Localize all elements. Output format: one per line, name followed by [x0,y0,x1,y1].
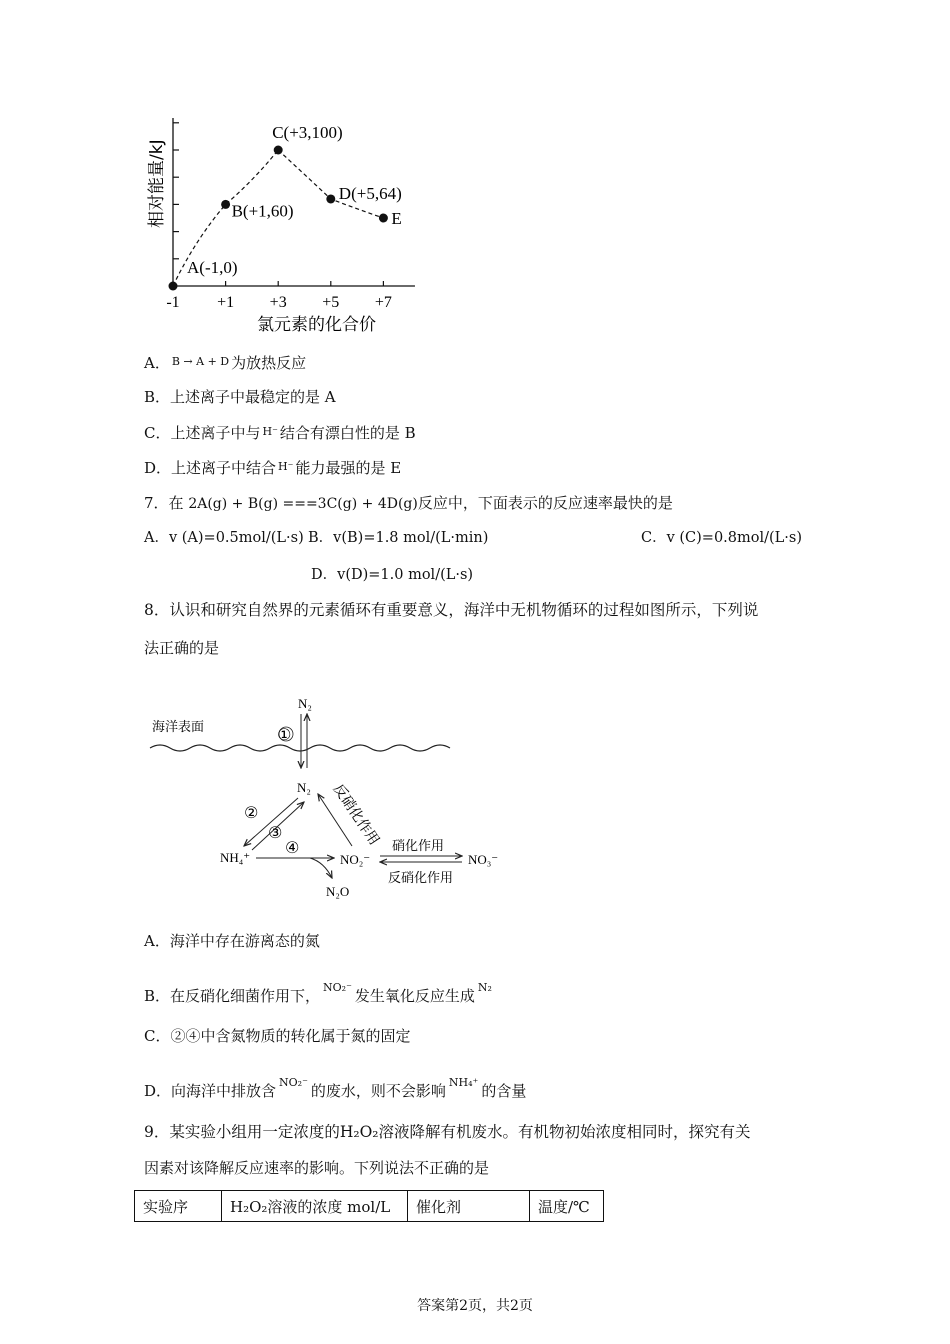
denitrification-diagonal-label: 反硝化作用 [329,781,383,849]
data-label: C(+3,100) [272,123,343,142]
q6-a-formula: B → A + D [171,355,230,368]
step4-glyph: ④ [285,838,300,857]
sea-surface-wave [150,745,450,751]
x-tick-label: +3 [269,294,287,311]
q6-c-formula: H⁻ [262,425,278,438]
table-header-cell: 实验序 [135,1191,222,1222]
data-point [326,194,335,203]
table-header-cell: 温度/℃ [530,1191,604,1222]
data-point [221,200,230,209]
n2-top-label: N₂ [298,696,312,711]
q8-option-a: A．海洋中存在游离态的氮 [144,932,320,950]
n2o-label: N₂O [326,884,350,899]
arrow-to-n2o [310,858,332,878]
q6-d-formula: H⁻ [278,460,294,473]
q9-stem-line1: 9．某实验小组用一定浓度的H₂O₂溶液降解有机废水。有机物初始浓度相同时，探究有关 [144,1123,751,1141]
energy-chart [140,110,430,342]
q7-equation: 2A(g) + B(g) ===3C(g) + 4D(g) [188,496,418,512]
step2-glyph: ② [244,803,259,822]
q6-option-d: D．上述离子中结合 $^{H^-}$ 能力最强的是 E [144,459,402,477]
x-tick-label: +1 [217,294,235,311]
q7-stem: 7．在 2A(g) + B(g) ===3C(g) + 4D(g)反应中，下面表示的反应速率最快的是 [144,494,673,512]
q8-d-formula-no2: NO₂⁻ [279,1076,308,1089]
x-tick-label: -1 [166,294,180,311]
table-header-cell: H₂O₂溶液的浓度 mol/L [222,1191,408,1222]
data-point [169,282,178,291]
data-point [274,146,283,155]
table-header-cell: 催化剂 [408,1191,530,1222]
data-label: A(-1,0) [187,258,238,277]
q7-option-c: C．v (C)=0.8mol/(L·s) [641,530,803,546]
chart-layer [147,118,415,335]
q6-option-b: B．上述离子中最稳定的是 A [144,388,336,406]
q8-stem-line2: 法正确的是 [144,639,220,657]
q9-table [134,1190,604,1222]
step3-glyph: ③ [268,823,283,842]
data-label: D(+5,64) [338,183,402,203]
q9-stem-line2: 因素对该降解反应速率的影响。下列说法不正确的是 [144,1159,490,1177]
data-label: B(+1,60) [231,201,294,221]
q7-option-d: D．v(D)=1.0 mol/(L·s) [311,567,474,583]
q8-option-c: C．②④中含氮物质的转化属于氮的固定 [144,1027,411,1045]
x-tick-label: +5 [322,294,340,311]
data-label: E [391,209,402,228]
q8-d-formula-nh4: NH₄⁺ [448,1076,479,1089]
page-footer: 答案第2页，共2页 [417,1298,533,1314]
x-axis-label: 氯元素的化合价 [257,315,376,335]
table-header-row [135,1191,604,1222]
nitrogen-cycle-diagram [140,690,510,910]
step1-glyph: ① [277,725,292,744]
y-axis-label: 相对能量/kJ [147,139,167,228]
x-tick-label: +7 [374,294,392,311]
no3-label: NO₃⁻ [468,852,499,867]
n2-mid-label: N₂ [297,780,311,795]
q8-option-d: D．向海洋中排放含 $^{NO_2^-}$ 的废水，则不会影响 $^{NH_4^+}$ 的含量 [144,1076,527,1100]
no2-label: NO₂⁻ [340,852,371,867]
q6-option-a: A． $^{B \to A + D}$ 为放热反应 [144,354,307,372]
sea-surface-label: 海洋表面 [152,720,205,735]
q8-b-formula-no2: NO₂⁻ [323,981,352,994]
q8-b-formula-n2: N₂ [477,981,492,994]
q7-option-a: A．v (A)=0.5mol/(L·s) [144,530,304,546]
nitrification-label: 硝化作用 [392,839,445,854]
denitrification-label: 反硝化作用 [388,871,454,886]
q8-option-b: B．在反硝化细菌作用下， $^{NO_2^-}$ 发生氧化反应生成 $^{N_2}$ [144,981,492,1005]
q6-option-c: C．上述离子中与 $^{H^-}$ 结合有漂白性的是 B [144,424,416,442]
q8-stem-line1: 8．认识和研究自然界的元素循环有重要意义，海洋中无机物循环的过程如图所示，下列说 [144,601,759,619]
nh4-label: NH₄⁺ [220,850,251,865]
q7-option-b: B．v(B)=1.8 mol/(L·min) [308,530,489,546]
data-point [379,214,388,223]
